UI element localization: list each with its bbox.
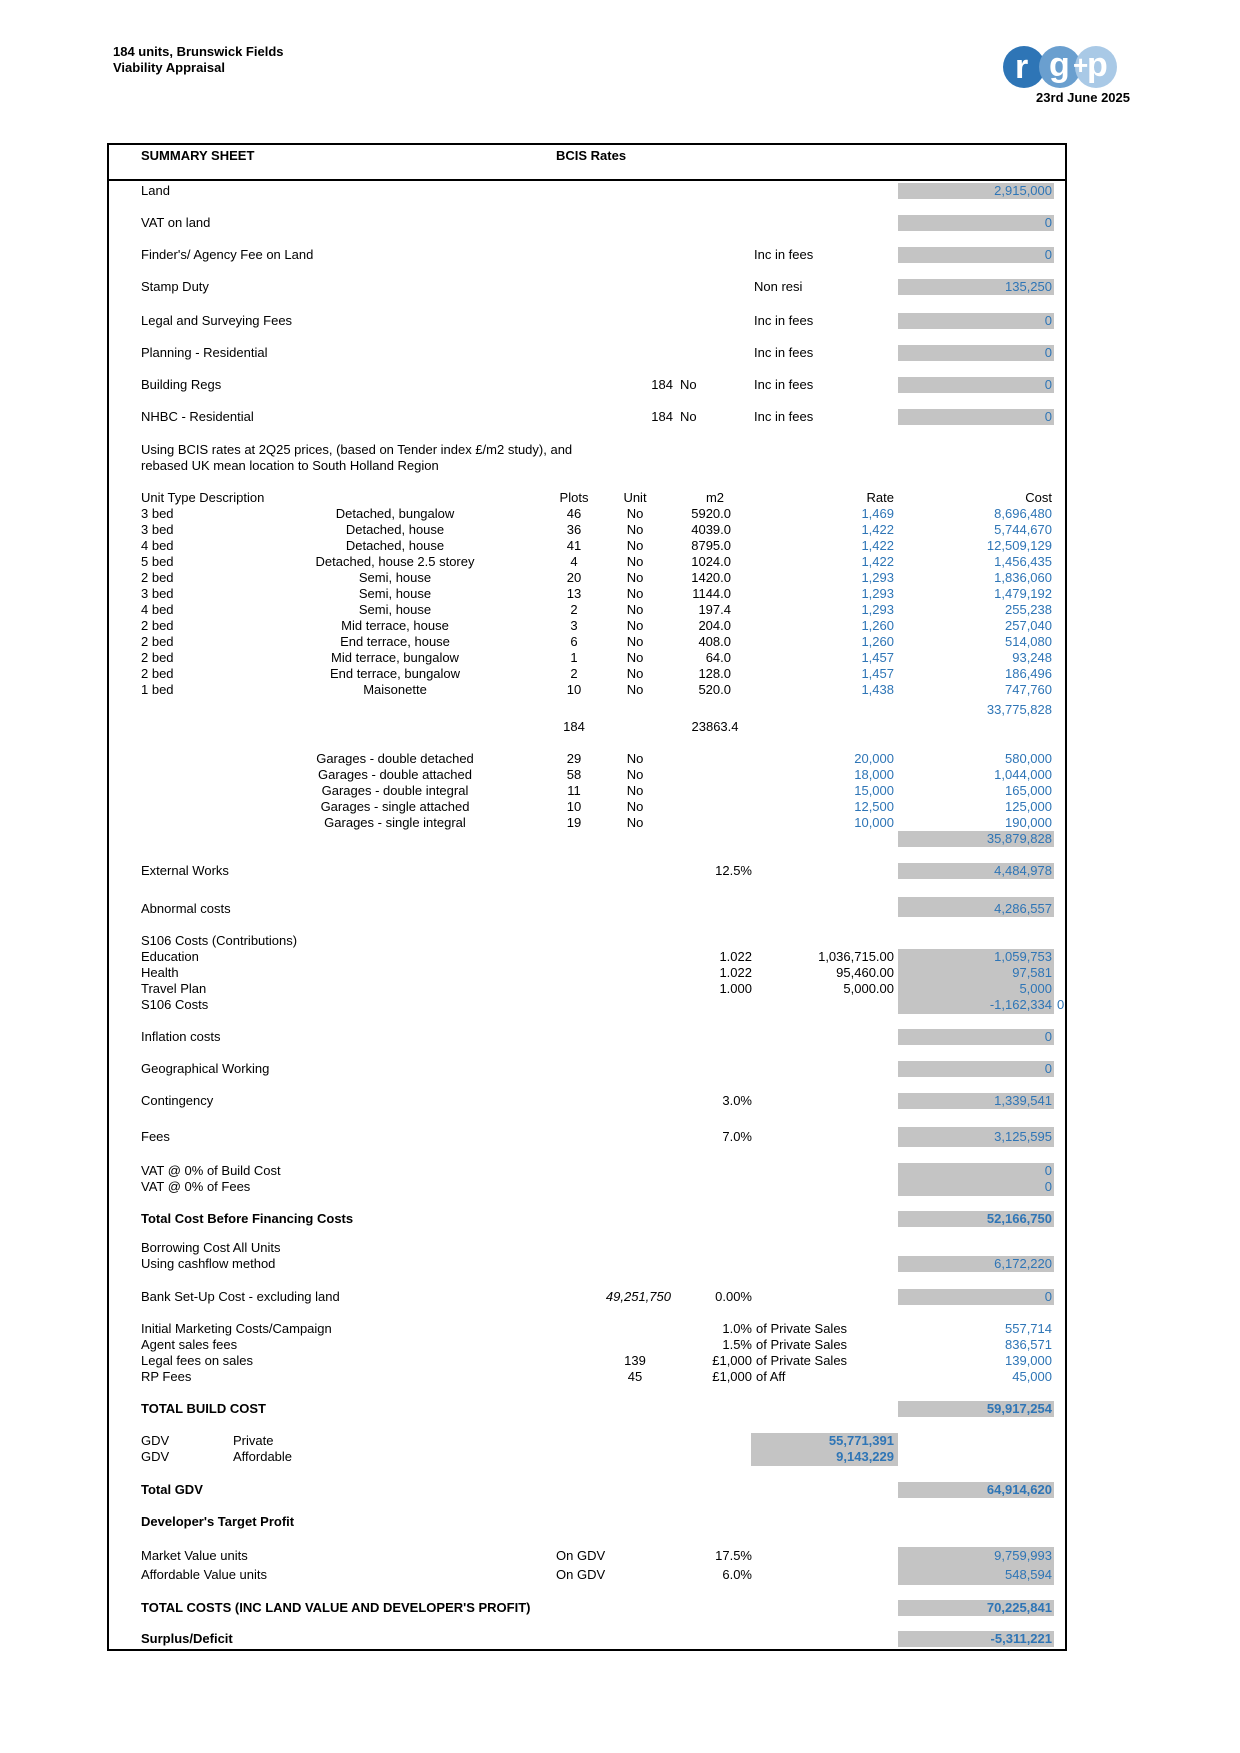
vat-land-label: VAT on land — [141, 215, 211, 230]
unit-row-m2: 1420.0 — [691, 570, 731, 585]
logo-letter-g: g — [1049, 46, 1070, 84]
unit-row-plots: 3 — [570, 618, 578, 633]
marketing-row-value: 557,714 — [1005, 1321, 1052, 1336]
total-costs-label: TOTAL COSTS (INC LAND VALUE AND DEVELOPER'S PROFIT) — [141, 1600, 531, 1615]
unit-row-cost: 514,080 — [1005, 634, 1052, 649]
marketing-row-label: Initial Marketing Costs/Campaign — [141, 1321, 332, 1336]
unit-row-plots: 20 — [566, 570, 582, 585]
garage-row-rate: 18,000 — [854, 767, 894, 782]
unit-row-beds: 3 bed — [141, 586, 174, 601]
shade-legal — [898, 313, 1054, 329]
unit-row-rate: 1,293 — [861, 602, 894, 617]
s106-health-label: Health — [141, 965, 179, 980]
unit-row-rate: 1,293 — [861, 570, 894, 585]
building-regs-count: 184 — [651, 377, 673, 392]
unit-row-plots: 2 — [570, 666, 578, 681]
unit-row-rate: 1,422 — [861, 554, 894, 569]
s106-travel-factor: 1.000 — [719, 981, 752, 996]
unit-row-rate: 1,422 — [861, 538, 894, 553]
unit-row-plots: 4 — [570, 554, 578, 569]
vat-build-label: VAT @ 0% of Build Cost — [141, 1163, 281, 1178]
geo-value: 0 — [1044, 1061, 1052, 1076]
shade-inflation — [898, 1029, 1054, 1045]
unit-row-type: End terrace, bungalow — [329, 666, 461, 681]
contingency-label: Contingency — [141, 1093, 214, 1108]
profit-affordable-label: Affordable Value units — [141, 1567, 267, 1582]
building-regs-unit: No — [680, 377, 697, 392]
units-subtotal-cost: 33,775,828 — [986, 702, 1052, 717]
unit-row-rate: 1,457 — [861, 666, 894, 681]
total-build-label: TOTAL BUILD COST — [141, 1401, 266, 1416]
profit-market-label: Market Value units — [141, 1548, 248, 1563]
unit-row-cost: 8,696,480 — [994, 506, 1052, 521]
s106-health-base: 95,460.00 — [836, 965, 894, 980]
unit-row-cost: 1,836,060 — [994, 570, 1052, 585]
total-build-value: 59,917,254 — [986, 1401, 1052, 1416]
unit-row-type: Detached, house 2.5 storey — [315, 554, 475, 569]
gdv-affordable-label: GDV — [141, 1449, 170, 1464]
marketing-row-basis: of Private Sales — [756, 1337, 848, 1352]
marketing-row-value: 139,000 — [1005, 1353, 1052, 1368]
garage-row-unit: No — [626, 767, 644, 782]
nhbc-count: 184 — [651, 409, 673, 424]
s106-travel-base: 5,000.00 — [843, 981, 894, 996]
planning-label: Planning - Residential — [141, 345, 268, 360]
total-gdv-value: 64,914,620 — [986, 1482, 1052, 1497]
profit-affordable-pct: 6.0% — [722, 1567, 752, 1582]
col-header-plots: Plots — [559, 490, 589, 505]
garage-row-plots: 10 — [566, 799, 582, 814]
building-regs-value: 0 — [1044, 377, 1052, 392]
finder-note: Inc in fees — [754, 247, 814, 262]
nhbc-note: Inc in fees — [754, 409, 814, 424]
unit-row-unit: No — [626, 618, 644, 633]
vat-fees-value: 0 — [1044, 1179, 1052, 1194]
fees-value: 3,125,595 — [994, 1129, 1052, 1144]
unit-row-m2: 128.0 — [698, 666, 731, 681]
unit-row-cost: 1,479,192 — [994, 586, 1052, 601]
garage-row-unit: No — [626, 815, 644, 830]
bank-value: 0 — [1044, 1289, 1052, 1304]
vat-build-value: 0 — [1044, 1163, 1052, 1178]
unit-row-rate: 1,469 — [861, 506, 894, 521]
contingency-value: 1,339,541 — [994, 1093, 1052, 1108]
report-date: 23rd June 2025 — [1036, 90, 1130, 105]
unit-row-m2: 8795.0 — [691, 538, 731, 553]
garage-row-plots: 11 — [567, 783, 581, 798]
marketing-row-label: Legal fees on sales — [141, 1353, 254, 1368]
unit-row-plots: 36 — [566, 522, 582, 537]
abnormal-label: Abnormal costs — [141, 901, 231, 916]
s106-education-label: Education — [141, 949, 199, 964]
logo-letter-r: r — [1015, 48, 1029, 86]
s106-total-label: S106 Costs — [141, 997, 209, 1012]
unit-row-beds: 2 bed — [141, 666, 174, 681]
garage-row-unit: No — [626, 799, 644, 814]
gdv-affordable-value: 9,143,229 — [836, 1449, 894, 1464]
rgp-logo — [1003, 46, 1133, 90]
col-header-desc: Unit Type Description — [141, 490, 265, 505]
unit-row-beds: 4 bed — [141, 538, 174, 553]
garages-total: 35,879,828 — [986, 831, 1052, 846]
shade-finder — [898, 247, 1054, 263]
marketing-row-rate: 1.5% — [722, 1337, 752, 1352]
garage-row-cost: 1,044,000 — [994, 767, 1052, 782]
bank-pct: 0.00% — [715, 1289, 752, 1304]
profit-affordable-basis: On GDV — [556, 1567, 606, 1582]
unit-row-unit: No — [626, 570, 644, 585]
unit-row-type: Semi, house — [358, 570, 432, 585]
marketing-row-basis: of Private Sales — [756, 1321, 848, 1336]
unit-row-unit: No — [626, 682, 644, 697]
s106-education-factor: 1.022 — [719, 949, 752, 964]
col-header-cost: Cost — [1025, 490, 1052, 505]
marketing-row-rate: £1,000 — [712, 1353, 752, 1368]
marketing-row-count: 45 — [627, 1369, 643, 1384]
profit-affordable-value: 548,594 — [1005, 1567, 1052, 1582]
unit-row-type: Semi, house — [358, 602, 432, 617]
s106-education-base: 1,036,715.00 — [818, 949, 894, 964]
profit-heading: Developer's Target Profit — [141, 1514, 295, 1529]
gdv-affordable-type: Affordable — [233, 1449, 293, 1464]
profit-market-basis: On GDV — [556, 1548, 606, 1563]
unit-row-cost: 747,760 — [1005, 682, 1052, 697]
col-header-m2: m2 — [705, 490, 725, 505]
garage-row-cost: 125,000 — [1005, 799, 1052, 814]
garage-row-plots: 58 — [566, 767, 582, 782]
unit-row-unit: No — [626, 554, 644, 569]
shade-nhbc — [898, 409, 1054, 425]
bcis-note-line1: Using BCIS rates at 2Q25 prices, (based on Tender index £/m2 study), and — [141, 442, 573, 457]
unit-row-cost: 257,040 — [1005, 618, 1052, 633]
external-value: 4,484,978 — [994, 863, 1052, 878]
stamp-note: Non resi — [754, 279, 803, 294]
unit-row-type: Semi, house — [358, 586, 432, 601]
garage-row-type: Garages - single attached — [320, 799, 470, 814]
unit-row-type: End terrace, house — [340, 634, 450, 649]
garage-row-plots: 19 — [566, 815, 582, 830]
unit-row-plots: 2 — [570, 602, 578, 617]
garage-row-type: Garages - double integral — [321, 783, 469, 798]
garage-row-rate: 20,000 — [854, 751, 894, 766]
unit-row-plots: 13 — [566, 586, 582, 601]
unit-row-m2: 1024.0 — [691, 554, 731, 569]
unit-row-beds: 5 bed — [141, 554, 174, 569]
planning-note: Inc in fees — [754, 345, 814, 360]
marketing-row-count: 139 — [624, 1353, 646, 1368]
unit-row-rate: 1,293 — [861, 586, 894, 601]
logo-letter-p: p — [1087, 46, 1108, 84]
total-before-fin-value: 52,166,750 — [986, 1211, 1052, 1226]
finder-label: Finder's/ Agency Fee on Land — [141, 247, 314, 262]
nhbc-label: NHBC - Residential — [141, 409, 254, 424]
borrowing-label: Borrowing Cost All Units — [141, 1240, 281, 1255]
planning-value: 0 — [1044, 345, 1052, 360]
unit-row-type: Maisonette — [363, 682, 427, 697]
summary-subtitle: BCIS Rates — [556, 148, 627, 163]
unit-row-rate: 1,260 — [861, 618, 894, 633]
profit-market-pct: 17.5% — [715, 1548, 752, 1563]
s106-overflow-value: 0 — [1057, 997, 1065, 1012]
inflation-value: 0 — [1044, 1029, 1052, 1044]
summary-title: SUMMARY SHEET — [141, 148, 255, 163]
s106-health-value: 97,581 — [1012, 965, 1052, 980]
unit-row-unit: No — [626, 538, 644, 553]
unit-row-beds: 3 bed — [141, 506, 174, 521]
marketing-row-label: RP Fees — [141, 1369, 192, 1384]
units-total-plots: 184 — [563, 719, 585, 734]
s106-education-value: 1,059,753 — [994, 949, 1052, 964]
unit-row-plots: 10 — [566, 682, 582, 697]
unit-row-unit: No — [626, 506, 644, 521]
col-header-unit: Unit — [623, 490, 647, 505]
borrowing-method: Using cashflow method — [141, 1256, 276, 1271]
garage-row-plots: 29 — [566, 751, 582, 766]
shade-vat — [898, 1163, 1054, 1196]
garage-row-cost: 190,000 — [1005, 815, 1052, 830]
unit-row-unit: No — [626, 634, 644, 649]
garage-row-cost: 580,000 — [1005, 751, 1052, 766]
marketing-row-basis: of Private Sales — [756, 1353, 848, 1368]
nhbc-unit: No — [680, 409, 697, 424]
gdv-private-value: 55,771,391 — [828, 1433, 894, 1448]
building-regs-note: Inc in fees — [754, 377, 814, 392]
s106-total-value: -1,162,334 — [989, 997, 1052, 1012]
unit-row-type: Mid terrace, house — [341, 618, 449, 633]
unit-row-type: Detached, bungalow — [335, 506, 455, 521]
shade-vat-land — [898, 215, 1054, 231]
unit-row-beds: 2 bed — [141, 570, 174, 585]
unit-row-beds: 3 bed — [141, 522, 174, 537]
units-total-m2: 23863.4 — [691, 719, 739, 734]
gdv-private-type: Private — [233, 1433, 274, 1448]
gdv-private-label: GDV — [141, 1433, 170, 1448]
vat-fees-label: VAT @ 0% of Fees — [141, 1179, 251, 1194]
shade-bank — [898, 1289, 1054, 1305]
total-costs-value: 70,225,841 — [986, 1600, 1052, 1615]
unit-row-m2: 520.0 — [698, 682, 731, 697]
unit-row-type: Mid terrace, bungalow — [331, 650, 459, 665]
unit-row-m2: 4039.0 — [691, 522, 731, 537]
unit-row-cost: 255,238 — [1005, 602, 1052, 617]
unit-row-rate: 1,260 — [861, 634, 894, 649]
surplus-value: -5,311,221 — [990, 1631, 1052, 1646]
garage-row-rate: 10,000 — [854, 815, 894, 830]
unit-row-m2: 5920.0 — [691, 506, 731, 521]
contingency-pct: 3.0% — [722, 1093, 752, 1108]
bcis-note-line2: rebased UK mean location to South Holland Region — [141, 458, 439, 473]
stamp-label: Stamp Duty — [141, 279, 209, 294]
marketing-row-value: 45,000 — [1012, 1369, 1052, 1384]
col-header-rate: Rate — [866, 490, 894, 505]
garage-row-rate: 12,500 — [854, 799, 894, 814]
unit-row-unit: No — [626, 602, 644, 617]
surplus-label: Surplus/Deficit — [141, 1631, 233, 1646]
unit-row-beds: 2 bed — [141, 650, 174, 665]
unit-row-type: Detached, house — [345, 538, 445, 553]
marketing-row-label: Agent sales fees — [141, 1337, 238, 1352]
external-label: External Works — [141, 863, 229, 878]
external-pct: 12.5% — [715, 863, 752, 878]
s106-health-factor: 1.022 — [719, 965, 752, 980]
report-title: Viability Appraisal — [113, 60, 225, 75]
garage-row-unit: No — [626, 751, 644, 766]
frame-divider — [107, 179, 1067, 181]
unit-row-rate: 1,422 — [861, 522, 894, 537]
garage-row-type: Garages - double attached — [318, 767, 472, 782]
unit-row-plots: 1 — [570, 650, 578, 665]
unit-row-beds: 2 bed — [141, 634, 174, 649]
building-regs-label: Building Regs — [141, 377, 222, 392]
geo-label: Geographical Working — [141, 1061, 270, 1076]
marketing-row-rate: £1,000 — [712, 1369, 752, 1384]
finder-value: 0 — [1044, 247, 1052, 262]
unit-row-unit: No — [626, 666, 644, 681]
legal-value: 0 — [1044, 313, 1052, 328]
abnormal-value: 4,286,557 — [994, 901, 1052, 916]
garage-row-type: Garages - single integral — [324, 815, 466, 830]
garage-row-unit: No — [626, 783, 644, 798]
unit-row-cost: 93,248 — [1012, 650, 1052, 665]
stamp-value: 135,250 — [1005, 279, 1052, 294]
profit-market-value: 9,759,993 — [994, 1548, 1052, 1563]
nhbc-value: 0 — [1044, 409, 1052, 424]
unit-row-cost: 186,496 — [1005, 666, 1052, 681]
land-value: 2,915,000 — [994, 183, 1052, 198]
unit-row-beds: 4 bed — [141, 602, 174, 617]
unit-row-beds: 2 bed — [141, 618, 174, 633]
bank-base: 49,251,750 — [605, 1289, 671, 1304]
unit-row-m2: 64.0 — [705, 650, 731, 665]
land-label: Land — [141, 183, 170, 198]
marketing-row-rate: 1.0% — [722, 1321, 752, 1336]
shade-geo — [898, 1061, 1054, 1077]
s106-travel-label: Travel Plan — [141, 981, 207, 996]
legal-label: Legal and Surveying Fees — [141, 313, 293, 328]
unit-row-rate: 1,457 — [861, 650, 894, 665]
unit-row-m2: 197.4 — [698, 602, 731, 617]
unit-row-m2: 1144.0 — [692, 586, 731, 601]
unit-row-cost: 5,744,670 — [994, 522, 1052, 537]
fees-pct: 7.0% — [722, 1129, 752, 1144]
unit-row-unit: No — [626, 586, 644, 601]
unit-row-plots: 6 — [570, 634, 578, 649]
inflation-label: Inflation costs — [141, 1029, 221, 1044]
unit-row-beds: 1 bed — [141, 682, 174, 697]
garage-row-type: Garages - double detached — [316, 751, 474, 766]
s106-travel-value: 5,000 — [1019, 981, 1052, 996]
unit-row-cost: 1,456,435 — [994, 554, 1052, 569]
logo-plus: + — [1073, 50, 1089, 80]
unit-row-rate: 1,438 — [861, 682, 894, 697]
project-title: 184 units, Brunswick Fields — [113, 44, 284, 59]
unit-row-type: Detached, house — [345, 522, 445, 537]
unit-row-unit: No — [626, 522, 644, 537]
unit-row-cost: 12,509,129 — [986, 538, 1052, 553]
vat-land-value: 0 — [1044, 215, 1052, 230]
marketing-row-value: 836,571 — [1005, 1337, 1052, 1352]
garage-row-rate: 15,000 — [854, 783, 894, 798]
shade-building-regs — [898, 377, 1054, 393]
fees-label: Fees — [141, 1129, 170, 1144]
unit-row-plots: 46 — [566, 506, 582, 521]
unit-row-plots: 41 — [566, 538, 582, 553]
s106-heading: S106 Costs (Contributions) — [141, 933, 298, 948]
unit-row-m2: 204.0 — [698, 618, 731, 633]
borrowing-value: 6,172,220 — [994, 1256, 1052, 1271]
legal-note: Inc in fees — [754, 313, 814, 328]
total-before-fin-label: Total Cost Before Financing Costs — [141, 1211, 354, 1226]
unit-row-unit: No — [626, 650, 644, 665]
total-gdv-label: Total GDV — [141, 1482, 203, 1497]
garage-row-cost: 165,000 — [1005, 783, 1052, 798]
bank-label: Bank Set-Up Cost - excluding land — [141, 1289, 340, 1304]
unit-row-m2: 408.0 — [698, 634, 731, 649]
shade-planning — [898, 345, 1054, 361]
marketing-row-basis: of Aff — [756, 1369, 786, 1384]
